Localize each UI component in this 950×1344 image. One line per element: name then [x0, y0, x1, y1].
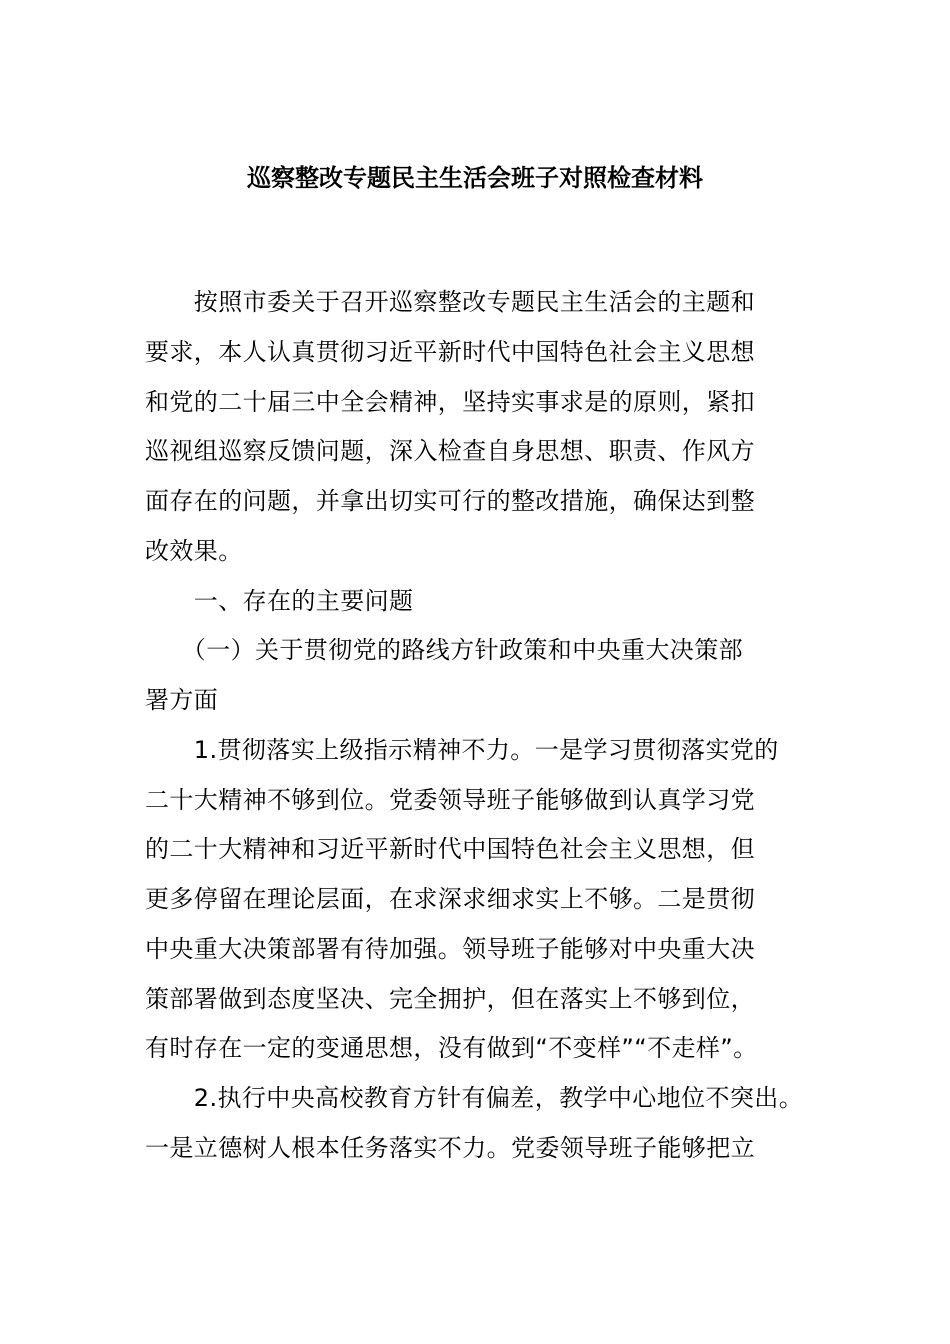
section-heading-1: 一、存在的主要问题	[145, 587, 414, 615]
body-line-11: 二十大精神不够到位。党委领导班子能够做到认真学习党	[145, 786, 755, 814]
body-line-5: 面存在的问题，并拿出切实可行的整改措施，确保达到整	[145, 487, 755, 515]
body-line-3: 和党的二十届三中全会精神，坚持实事求是的原则，紧扣	[145, 388, 755, 416]
body-line-2: 要求，本人认真贯彻习近平新时代中国特色社会主义思想	[145, 338, 755, 366]
subsection-heading-1: （一）关于贯彻党的路线方针政策和中央重大决策部	[145, 636, 743, 664]
body-line-18: 一是立德树人根本任务落实不力。党委领导班子能够把立	[145, 1134, 755, 1162]
document-title: 巡察整改专题民主生活会班子对照检查材料	[247, 164, 703, 192]
body-line-13: 更多停留在理论层面，在求深求细求实上不够。二是贯彻	[145, 885, 755, 913]
body-line-10: 1.贯彻落实上级指示精神不力。一是学习贯彻落实党的	[145, 736, 779, 764]
body-line-14: 中央重大决策部署有待加强。领导班子能够对中央重大决	[145, 935, 755, 963]
body-line-17: 2.执行中央高校教育方针有偏差，教学中心地位不突出。	[145, 1084, 804, 1112]
body-line-16: 有时存在一定的变通思想，没有做到“不变样”“不走样”。	[145, 1034, 758, 1062]
body-line-1: 按照市委关于召开巡察整改专题民主生活会的主题和	[145, 288, 755, 316]
body-line-4: 巡视组巡察反馈问题，深入检查自身思想、职责、作风方	[145, 437, 755, 465]
body-line-12: 的二十大精神和习近平新时代中国特色社会主义思想，但	[145, 835, 755, 863]
body-line-6: 改效果。	[145, 537, 243, 565]
subsection-heading-1-cont: 署方面	[145, 686, 219, 714]
body-line-15: 策部署做到态度坚决、完全拥护，但在落实上不够到位，	[145, 985, 755, 1013]
